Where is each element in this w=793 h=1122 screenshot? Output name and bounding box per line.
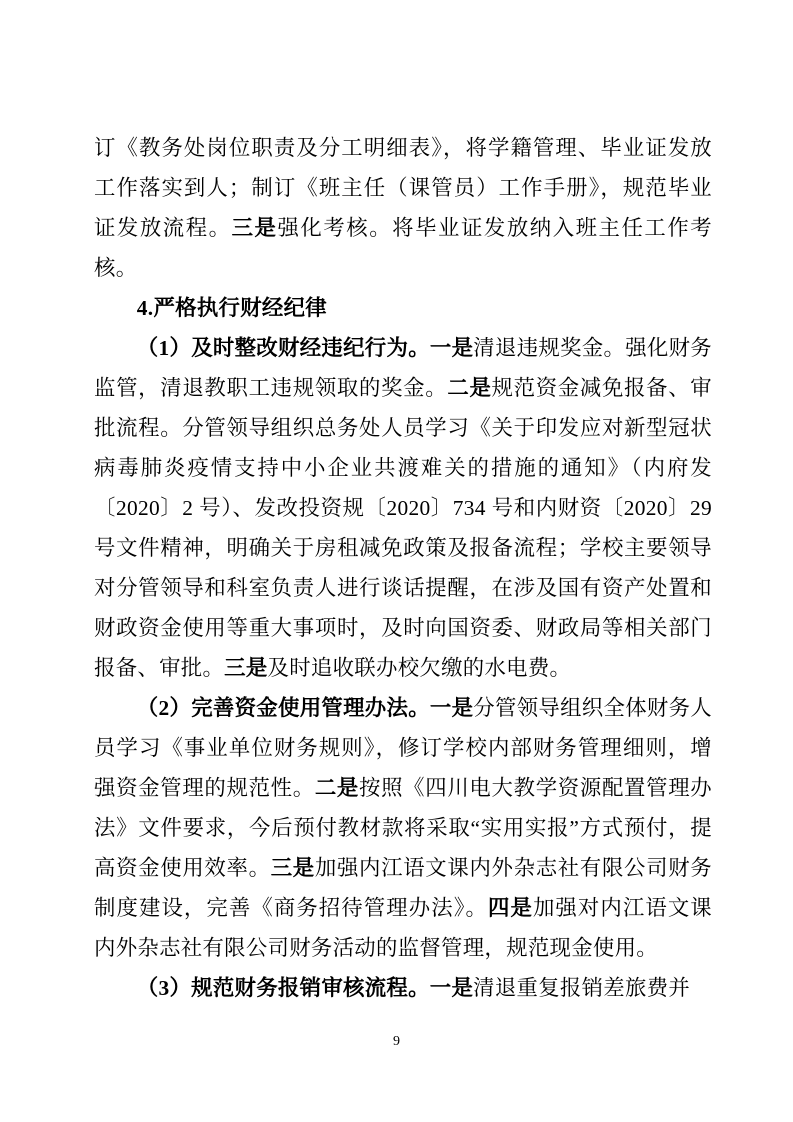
text-run: 清退重复报销差旅费并 <box>473 976 691 1000</box>
bold-text-run: 四是 <box>487 896 533 920</box>
paragraph <box>94 968 712 1008</box>
bold-text-run: 三是 <box>224 656 268 680</box>
paragraph <box>94 328 712 688</box>
section-heading <box>94 288 712 328</box>
text-run: 强化考核。将毕业证发放纳入班主任工作考核。 <box>94 216 712 280</box>
text-run: 清退违规奖金。强化财务监管，清退教职工违规领取的奖金。 <box>94 336 712 400</box>
bold-text-run: 二是 <box>447 376 492 400</box>
page-number: 9 <box>393 1034 400 1049</box>
bold-text-run: （2）完善资金使用管理办法。一是 <box>136 696 474 720</box>
bold-text-run: 4.严格执行财经纪律 <box>136 296 327 320</box>
document-body <box>94 128 712 1008</box>
text-run: 规范资金减免报备、审批流程。分管领导组织总务处人员学习《关于印发应对新型冠状病毒肺炎疫情支持中小企业共渡难关的措施的通知》（内府发〔2020〕2 号）、发改投资规〔2020〕734 号和内财资〔2020〕29 号文件精神，明确关于房租减免政策及报备流程；学校主要领导对分管领导和科室负责人进行谈话提醒，在涉及国有资产处置和财政资金使用等重大事项时，及时向国资委、财政局等相关部门报备、审批。 <box>94 376 712 680</box>
bold-text-run: （1）及时整改财经违纪行为。一是 <box>136 336 474 360</box>
text-run: 订《教务处岗位职责及分工明细表》，将学籍管理、毕业证发放工作落实到人；制订《班主任（课管员）工作手册》，规范毕业证发放流程。 <box>94 136 712 240</box>
bold-text-run: （3）规范财务报销审核流程。一是 <box>136 976 474 1000</box>
paragraph <box>94 128 712 288</box>
bold-text-run: 三是 <box>231 216 278 240</box>
paragraph <box>94 688 712 968</box>
bold-text-run: 三是 <box>270 856 315 880</box>
text-run: 加强对内江语文课内外杂志社有限公司财务活动的监督管理，规范现金使用。 <box>94 896 712 960</box>
bold-text-run: 二是 <box>314 776 360 800</box>
text-run: 分管领导组织全体财务人员学习《事业单位财务规则》，修订学校内部财务管理细则，增强资金管理的规范性。 <box>94 696 712 800</box>
text-run: 按照《四川电大教学资源配置管理办法》文件要求，今后预付教材款将采取“实用实报”方式预付，提高资金使用效率。 <box>94 776 712 880</box>
text-run: 加强内江语文课内外杂志社有限公司财务制度建设，完善《商务招待管理办法》。 <box>94 856 712 920</box>
text-run: 及时追收联办校欠缴的水电费。 <box>267 656 572 680</box>
